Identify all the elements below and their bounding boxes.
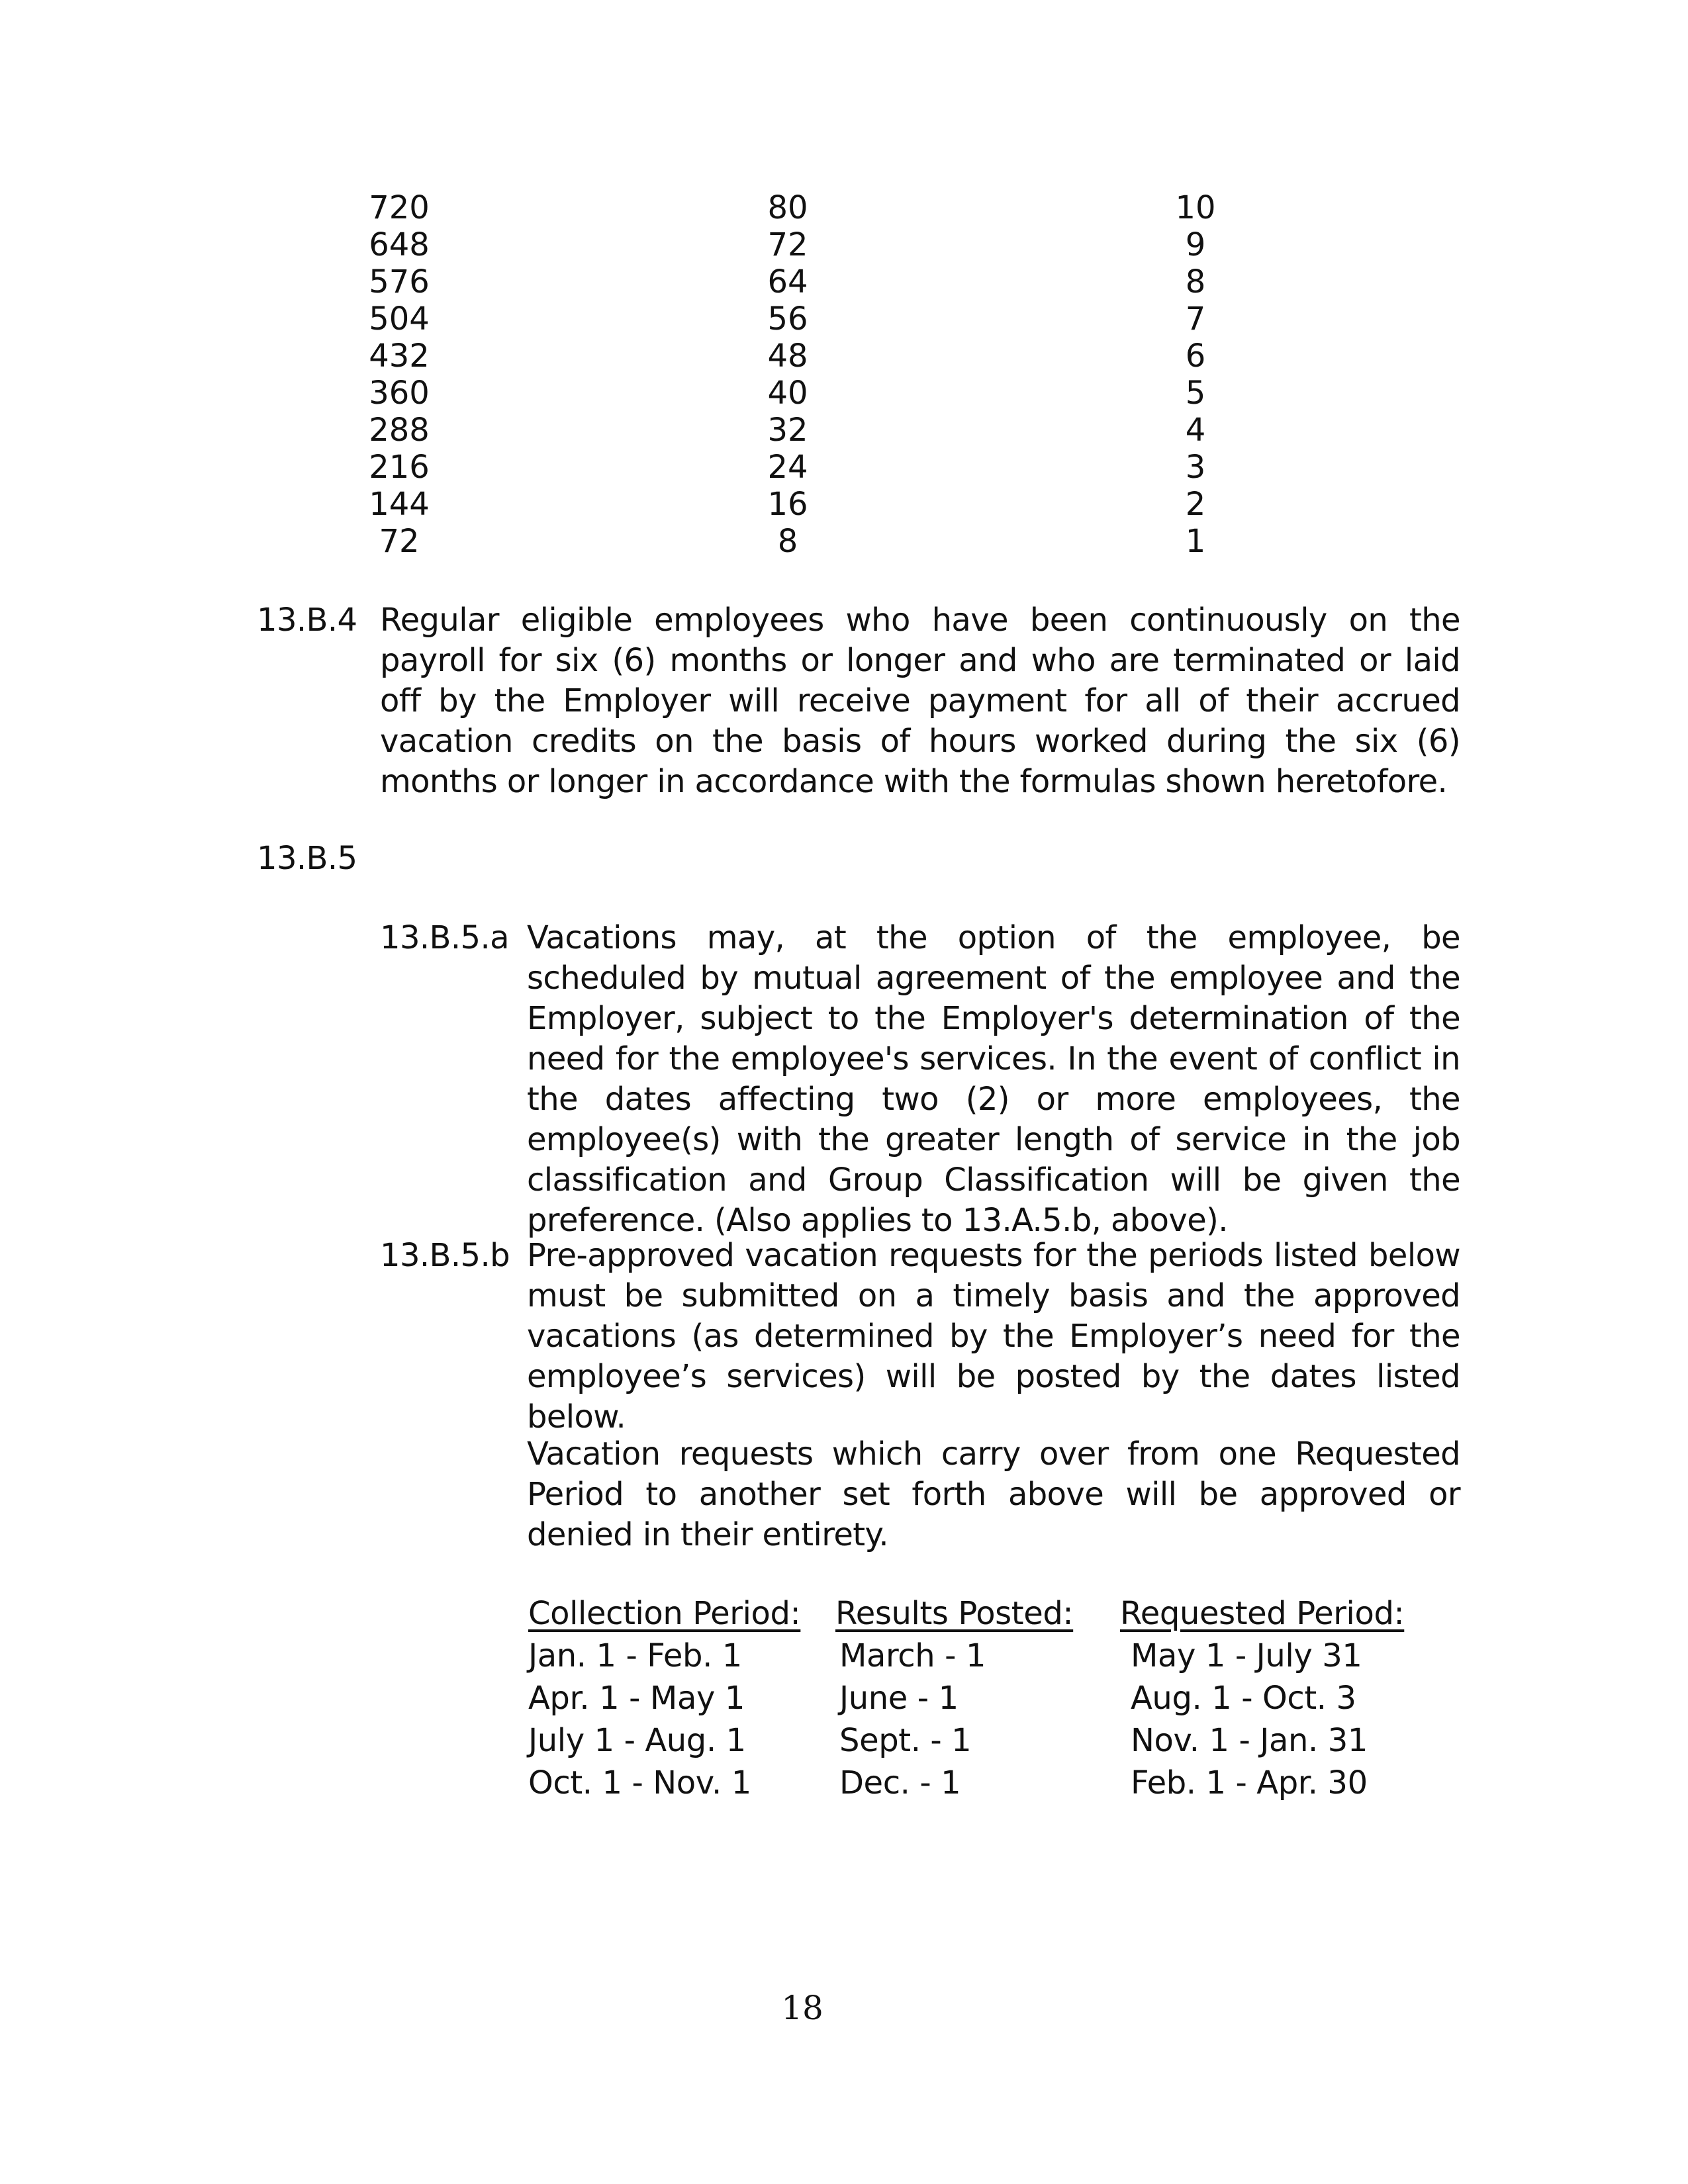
accrual-cell: 16 (767, 486, 808, 523)
accrual-cell: 5 (1185, 375, 1206, 412)
accrual-cell: 72 (767, 226, 808, 263)
accrual-cell: 648 (369, 226, 430, 263)
accrual-cell: 720 (369, 189, 430, 226)
accrual-cell: 432 (369, 338, 430, 375)
accrual-cell: 4 (1185, 412, 1206, 449)
schedule-cell: Sept. - 1 (839, 1722, 972, 1759)
schedule-cell: July 1 - Aug. 1 (528, 1722, 746, 1759)
section-13b5b-text: Pre-approved vacation requests for the periods listed below must be submitted on a timely basis and the approved vacations (as determined by the Employer’s need for the employee’s services) will be posted by the dates listed below. (527, 1237, 1460, 1435)
section-13b5b-text2: Vacation requests which carry over from one Requested Period to another set forth above will be approved or denied in their entirety. (527, 1435, 1460, 1553)
accrual-cell: 144 (369, 486, 430, 523)
accrual-cell: 56 (767, 300, 808, 338)
accrual-cell: 40 (767, 375, 808, 412)
accrual-cell: 6 (1185, 338, 1206, 375)
accrual-cell: 576 (369, 263, 430, 300)
accrual-cell: 32 (767, 412, 808, 449)
schedule-cell: Oct. 1 - Nov. 1 (528, 1764, 751, 1801)
section-13b4-text: Regular eligible employees who have been continuously on the payroll for six (6) months or longer and who are terminated or laid off by the Employer will receive payment for all of their accrued vacation credits on the basis of hours worked during the six (6) months or longer in accordance with the formulas shown heretofore. (380, 602, 1460, 800)
accrual-cell: 504 (369, 300, 430, 338)
accrual-cell: 2 (1185, 486, 1206, 523)
accrual-cell: 64 (767, 263, 808, 300)
accrual-cell: 8 (1185, 263, 1206, 300)
schedule-cell: Apr. 1 - May 1 (528, 1680, 745, 1717)
section-13b5a-text: Vacations may, at the option of the employee, be scheduled by mutual agreement of the employee and the Employer, subject to the Employer's determination of the need for the employee's services. In the event of conflict in the dates affecting two (2) or more employees, the employee(s) with the greater length of service in the job classification and Group Classification will be given the preference. (Also applies to 13.A.5.b, above). (527, 919, 1460, 1239)
accrual-cell: 9 (1185, 226, 1206, 263)
schedule-cell: May 1 - July 31 (1131, 1637, 1362, 1674)
section-13b5b-label: 13.B.5.b (380, 1237, 510, 1274)
schedule-header-collection: Collection Period: (528, 1595, 801, 1632)
accrual-cell: 80 (767, 189, 808, 226)
schedule-cell: Feb. 1 - Apr. 30 (1131, 1764, 1368, 1801)
accrual-cell: 360 (369, 375, 430, 412)
accrual-cell: 8 (777, 523, 798, 560)
schedule-header-posted: Results Posted: (835, 1595, 1074, 1632)
accrual-cell: 72 (379, 523, 420, 560)
accrual-cell: 1 (1185, 523, 1206, 560)
accrual-cell: 10 (1175, 189, 1216, 226)
section-13b4-label: 13.B.4 (257, 602, 357, 639)
schedule-cell: Dec. - 1 (839, 1764, 961, 1801)
page-number: 18 (781, 1989, 823, 2027)
schedule-cell: Aug. 1 - Oct. 3 (1131, 1680, 1356, 1717)
accrual-cell: 7 (1185, 300, 1206, 338)
schedule-cell: March - 1 (839, 1637, 986, 1674)
section-13b5-label: 13.B.5 (257, 840, 357, 877)
accrual-cell: 216 (369, 449, 430, 486)
section-13b5a-label: 13.B.5.a (380, 919, 509, 956)
schedule-cell: Jan. 1 - Feb. 1 (528, 1637, 742, 1674)
accrual-cell: 288 (369, 412, 430, 449)
accrual-cell: 24 (767, 449, 808, 486)
schedule-header-requested: Requested Period: (1120, 1595, 1405, 1632)
schedule-cell: Nov. 1 - Jan. 31 (1131, 1722, 1368, 1759)
accrual-cell: 48 (767, 338, 808, 375)
accrual-cell: 3 (1185, 449, 1206, 486)
schedule-cell: June - 1 (839, 1680, 959, 1717)
